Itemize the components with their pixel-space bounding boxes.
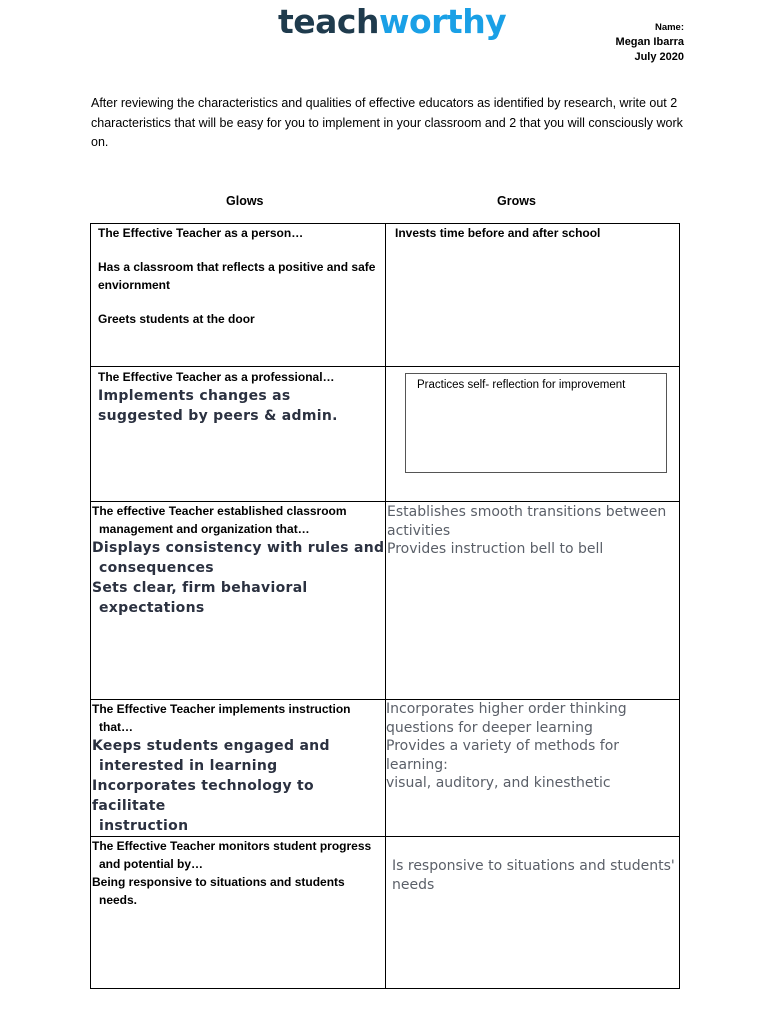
teachworthy-logo: [278, 0, 506, 44]
glows-item: Displays consistency with rules and: [92, 540, 385, 556]
grows-item: Provides a variety of methods for learning:: [386, 738, 620, 773]
table-row: [91, 502, 680, 700]
glows-cell: [91, 502, 386, 700]
name-label: Name:: [654, 22, 684, 33]
glows-item-cont: needs.: [99, 893, 138, 907]
grows-item: Establishes smooth transitions between: [387, 504, 667, 520]
table-row: [91, 224, 680, 367]
grows-item: Is responsive to situations and students': [392, 858, 675, 874]
glows-item: Keeps students engaged and: [92, 738, 330, 754]
glows-item-cont: expectations: [99, 600, 205, 616]
logo-part-teach: teach: [278, 2, 379, 41]
row-heading-cont: management and organization that…: [99, 522, 310, 536]
glows-cell: [91, 837, 386, 989]
row-heading: The Effective Teacher as a professional…: [98, 370, 335, 384]
table-row: [91, 367, 680, 502]
grows-column-header: Grows: [497, 194, 536, 208]
logo-part-worthy: worthy: [378, 2, 507, 41]
row-heading: The Effective Teacher monitors student progress: [92, 839, 372, 853]
glows-grows-table: [90, 223, 680, 989]
glows-cell: [91, 367, 386, 502]
glows-item: Has a classroom that reflects a positive and safe enviornment: [98, 260, 376, 292]
glows-item: Greets students at the door: [98, 312, 255, 326]
glows-cell: [91, 700, 386, 837]
glows-item-cont: instruction: [99, 818, 189, 834]
grows-cell: [386, 502, 680, 700]
grows-text-box: Practices self- reflection for improvement: [405, 373, 667, 473]
glows-cell: [91, 224, 386, 367]
grows-item-cont: questions for deeper learning: [386, 719, 593, 736]
grows-item: Provides instruction bell to bell: [387, 541, 604, 557]
grows-cell: [386, 700, 680, 837]
grows-cell: [386, 837, 680, 989]
glows-item: Incorporates technology to facilitate: [92, 778, 314, 814]
author-name: Megan Ibarra: [615, 36, 684, 48]
glows-item-cont: interested in learning: [99, 758, 278, 774]
document-date: July 2020: [634, 51, 684, 63]
header-info: [524, 20, 684, 65]
grows-item-cont: visual, auditory, and kinesthetic: [386, 775, 611, 791]
row-heading-cont: and potential by…: [99, 857, 204, 871]
row-heading-cont: that…: [99, 720, 133, 734]
row-heading: The effective Teacher established classroom: [92, 504, 347, 518]
table-row: [91, 837, 680, 989]
instructions-paragraph: After reviewing the characteristics and qualities of effective educators as identified by research, write out 2 characteristics that will be easy for you to implement in your classroom and 2 that you will consciously work on.: [91, 96, 683, 149]
glows-item-cont: consequences: [99, 560, 214, 576]
row-heading: The Effective Teacher implements instruction: [92, 702, 351, 716]
grows-item: Incorporates higher order thinking: [386, 701, 627, 717]
glows-item: Implements changes as suggested by peers & admin.: [98, 388, 338, 424]
grows-item-cont: needs: [392, 876, 435, 893]
glows-column-header: Glows: [226, 194, 264, 208]
glows-item: Sets clear, firm behavioral: [92, 580, 308, 596]
glows-item: Being responsive to situations and students: [92, 875, 345, 889]
row-heading: The Effective Teacher as a person…: [98, 226, 304, 240]
grows-item: Invests time before and after school: [395, 226, 601, 240]
grows-cell: [386, 224, 680, 367]
grows-cell: [386, 367, 680, 502]
table-row: [91, 700, 680, 837]
grows-item-cont: activities: [387, 522, 451, 539]
